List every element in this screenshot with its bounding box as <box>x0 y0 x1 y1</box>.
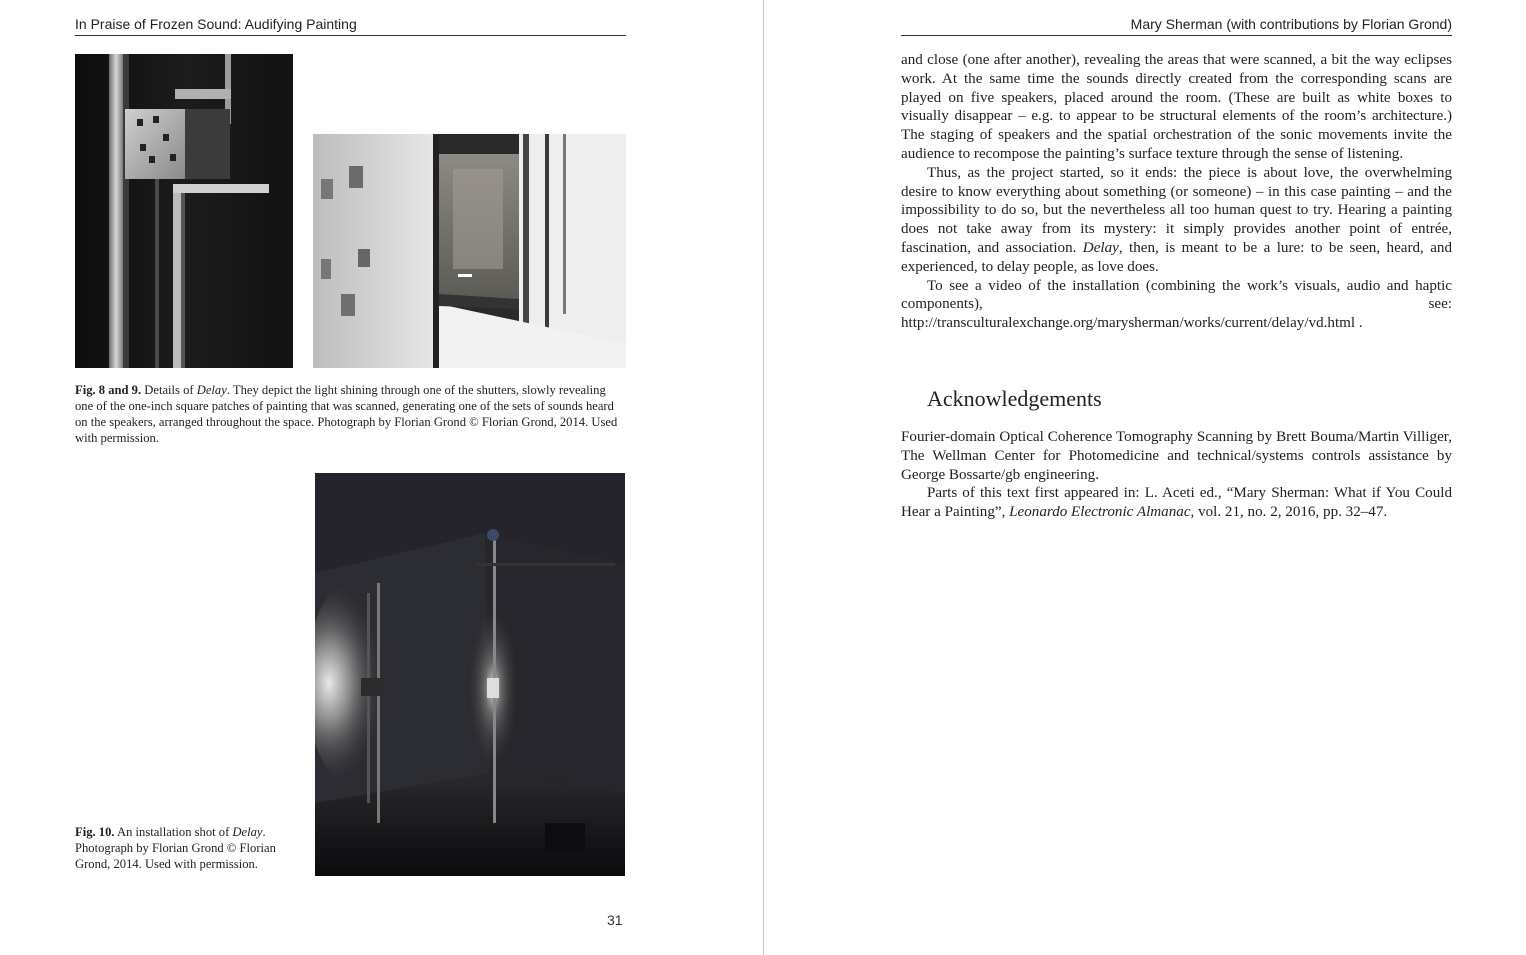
figure-10-label: Fig. 10. <box>75 825 115 839</box>
paragraph-2-text-2: , then, is meant to be a lure: to be seen, heard, and experienced, to delay people, as love does. <box>901 239 1452 275</box>
paragraph-3: To see a video of the installation (combining the work’s visuals, audio and haptic components), see: http://transculturalexchange.org/marysherman/works/current/delay/vd.html . <box>901 277 1452 332</box>
acknowledgements-heading: Acknowledgements <box>927 386 1102 411</box>
acknowledgements-paragraph-1: Fourier-domain Optical Coherence Tomography Scanning by Brett Bouma/Martin Villiger, The Wellman Center for Photomedicine and technical/systems controls assistance by George Bossarte/gb engineering. <box>901 429 1452 483</box>
figure-10-caption-text-2: . Photograph by Florian Grond © Florian Grond, 2014. Used with permission. <box>75 825 276 871</box>
body-text-block <box>901 51 1452 333</box>
figure-10-title: Delay <box>232 825 263 839</box>
figure-10-photo <box>315 473 625 876</box>
paragraph-2-italic: Delay <box>1082 239 1119 256</box>
figure-8-9-caption-text: Details of <box>141 383 197 397</box>
figure-9-photo <box>313 134 626 368</box>
page-number: 31 <box>607 912 623 928</box>
figure-8-9-caption-text-2: . They depict the light shining through one of the shutters, slowly revealing one of the one-inch square patches of painting that was scanned, generating one of the sets of sounds heard on the speakers, arranged throughout the space. Photograph by Florian Grond © Florian Grond, 2014. Used with permission. <box>75 383 618 445</box>
acknowledgements-paragraph-2-text: Parts of this text first appeared in: L. Aceti ed., “Mary Sherman: What if You Could Hear a Painting”, <box>901 485 1452 521</box>
acknowledgements-paragraph-2 <box>901 484 1452 522</box>
running-head-left: In Praise of Frozen Sound: Audifying Painting <box>75 16 626 36</box>
figure-8-9-label: Fig. 8 and 9. <box>75 383 142 397</box>
right-page <box>764 0 1526 955</box>
paragraph-2 <box>901 164 1452 277</box>
acknowledgements-paragraph-2-italic: Leonardo Electronic Almanac <box>1009 504 1191 521</box>
running-head-right: Mary Sherman (with contributions by Florian Grond) <box>901 16 1452 36</box>
paragraph-1: and close (one after another), revealing the areas that were scanned, a bit the way eclipses work. At the same time the sounds directly created from the corresponding scans are played on five speakers, placed around the room. (These are built as white boxes to visually disappear – e.g. to appear to be structural elements of the room’s architecture.) The staging of speakers and the spatial orchestration of the sonic movements invite the audience to recompose the painting’s surface texture through the sense of listening. <box>901 52 1452 162</box>
acknowledgements-paragraph-2-text-2: , vol. 21, no. 2, 2016, pp. 32–47. <box>1190 504 1388 521</box>
paragraph-2-text: Thus, as the project started, so it ends: the piece is about love, the overwhelming desire to know everything about something (or someone) – in this case painting – and the impossibility to do so, but the nevertheless all too human quest to try. Hearing a painting does not take away from its mystery: it simply provides another point of entrée, fascination, and association. <box>901 164 1452 256</box>
figure-10-caption <box>75 824 300 872</box>
figure-8-9-caption <box>75 382 626 446</box>
acknowledgements-block <box>901 428 1452 522</box>
figure-10-caption-text: An installation shot of <box>114 825 233 839</box>
figure-8-photo <box>75 54 293 368</box>
figure-8-9-title: Delay <box>196 383 227 397</box>
